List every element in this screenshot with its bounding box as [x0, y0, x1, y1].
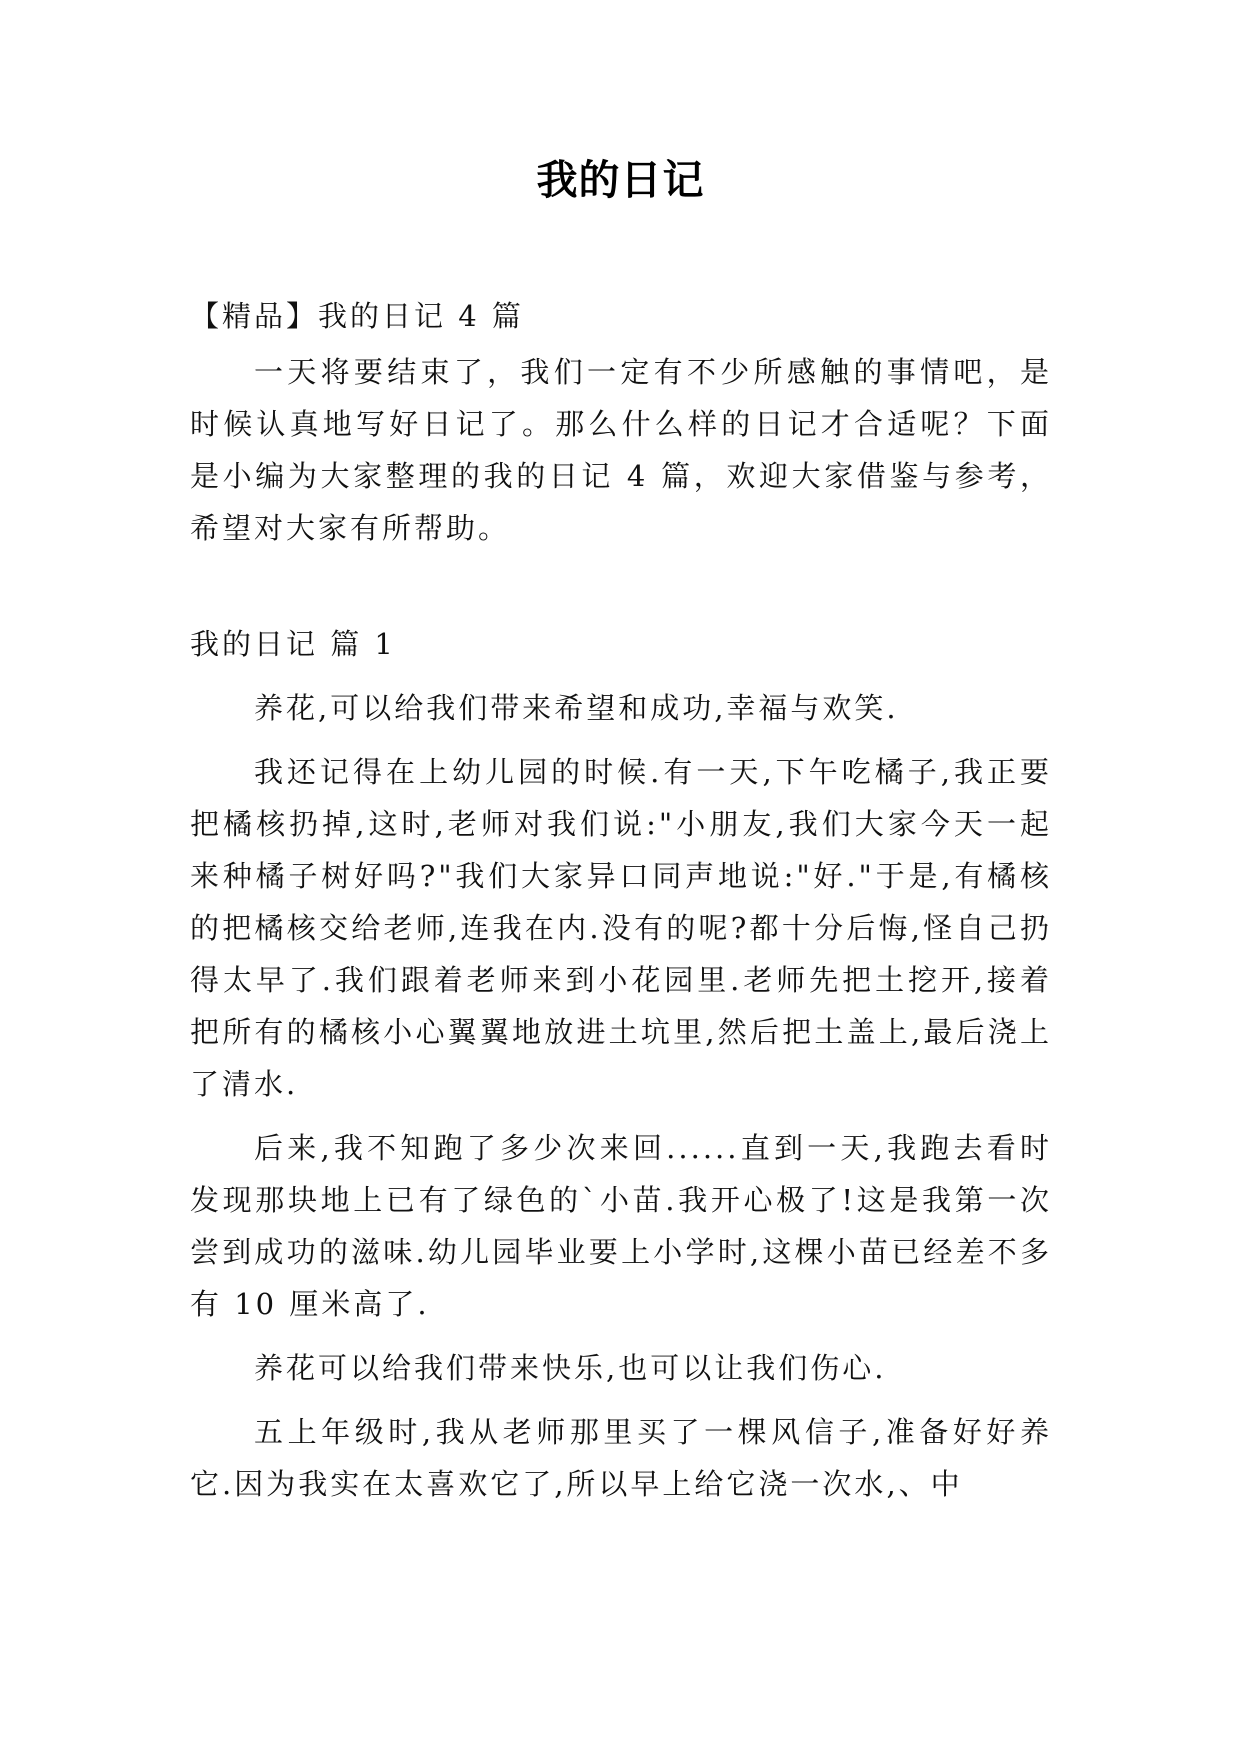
body-paragraph-2: 我还记得在上幼儿园的时候.有一天,下午吃橘子,我正要把橘核扔掉,这时,老师对我们说:"小朋友,我们大家今天一起来种橘子树好吗?"我们大家异口同声地说:"好."于是,有橘核的把橘核交给老师,连我在内.没有的呢?都十分后悔,怪自己扔得太早了.我们跟着老师来到小花园里.老师先把土挖开,接着把所有的橘核小心翼翼地放进土坑里,然后把土盖上,最后浇上了清水.: [190, 755, 1052, 1101]
body-paragraph-4: 养花可以给我们带来快乐,也可以让我们伤心.: [254, 1351, 887, 1385]
document-body: [190, 290, 1052, 1510]
intro-paragraph: 一天将要结束了，我们一定有不少所感触的事情吧，是时候认真地写好日记了。那么什么样的日记才合适呢？下面是小编为大家整理的我的日记 4 篇，欢迎大家借鉴与参考，希望对大家有所帮助。: [190, 355, 1052, 545]
body-paragraph-5: 五上年级时,我从老师那里买了一棵风信子,准备好好养它.因为我实在太喜欢它了,所以早上给它浇一次水,、中: [190, 1415, 1052, 1501]
body-paragraph-1: 养花,可以给我们带来希望和成功,幸福与欢笑.: [254, 691, 899, 725]
document-title: 我的日记: [536, 156, 705, 204]
document-subtitle: 【精品】我的日记 4 篇: [190, 299, 524, 333]
section-heading: 我的日记 篇 1: [190, 627, 396, 661]
body-paragraph-3: 后来,我不知跑了多少次来回......直到一天,我跑去看时发现那块地上已有了绿色的`小苗.我开心极了!这是我第一次尝到成功的滋味.幼儿园毕业要上小学时,这棵小苗已经差不多有 10 厘米高了.: [190, 1131, 1052, 1321]
